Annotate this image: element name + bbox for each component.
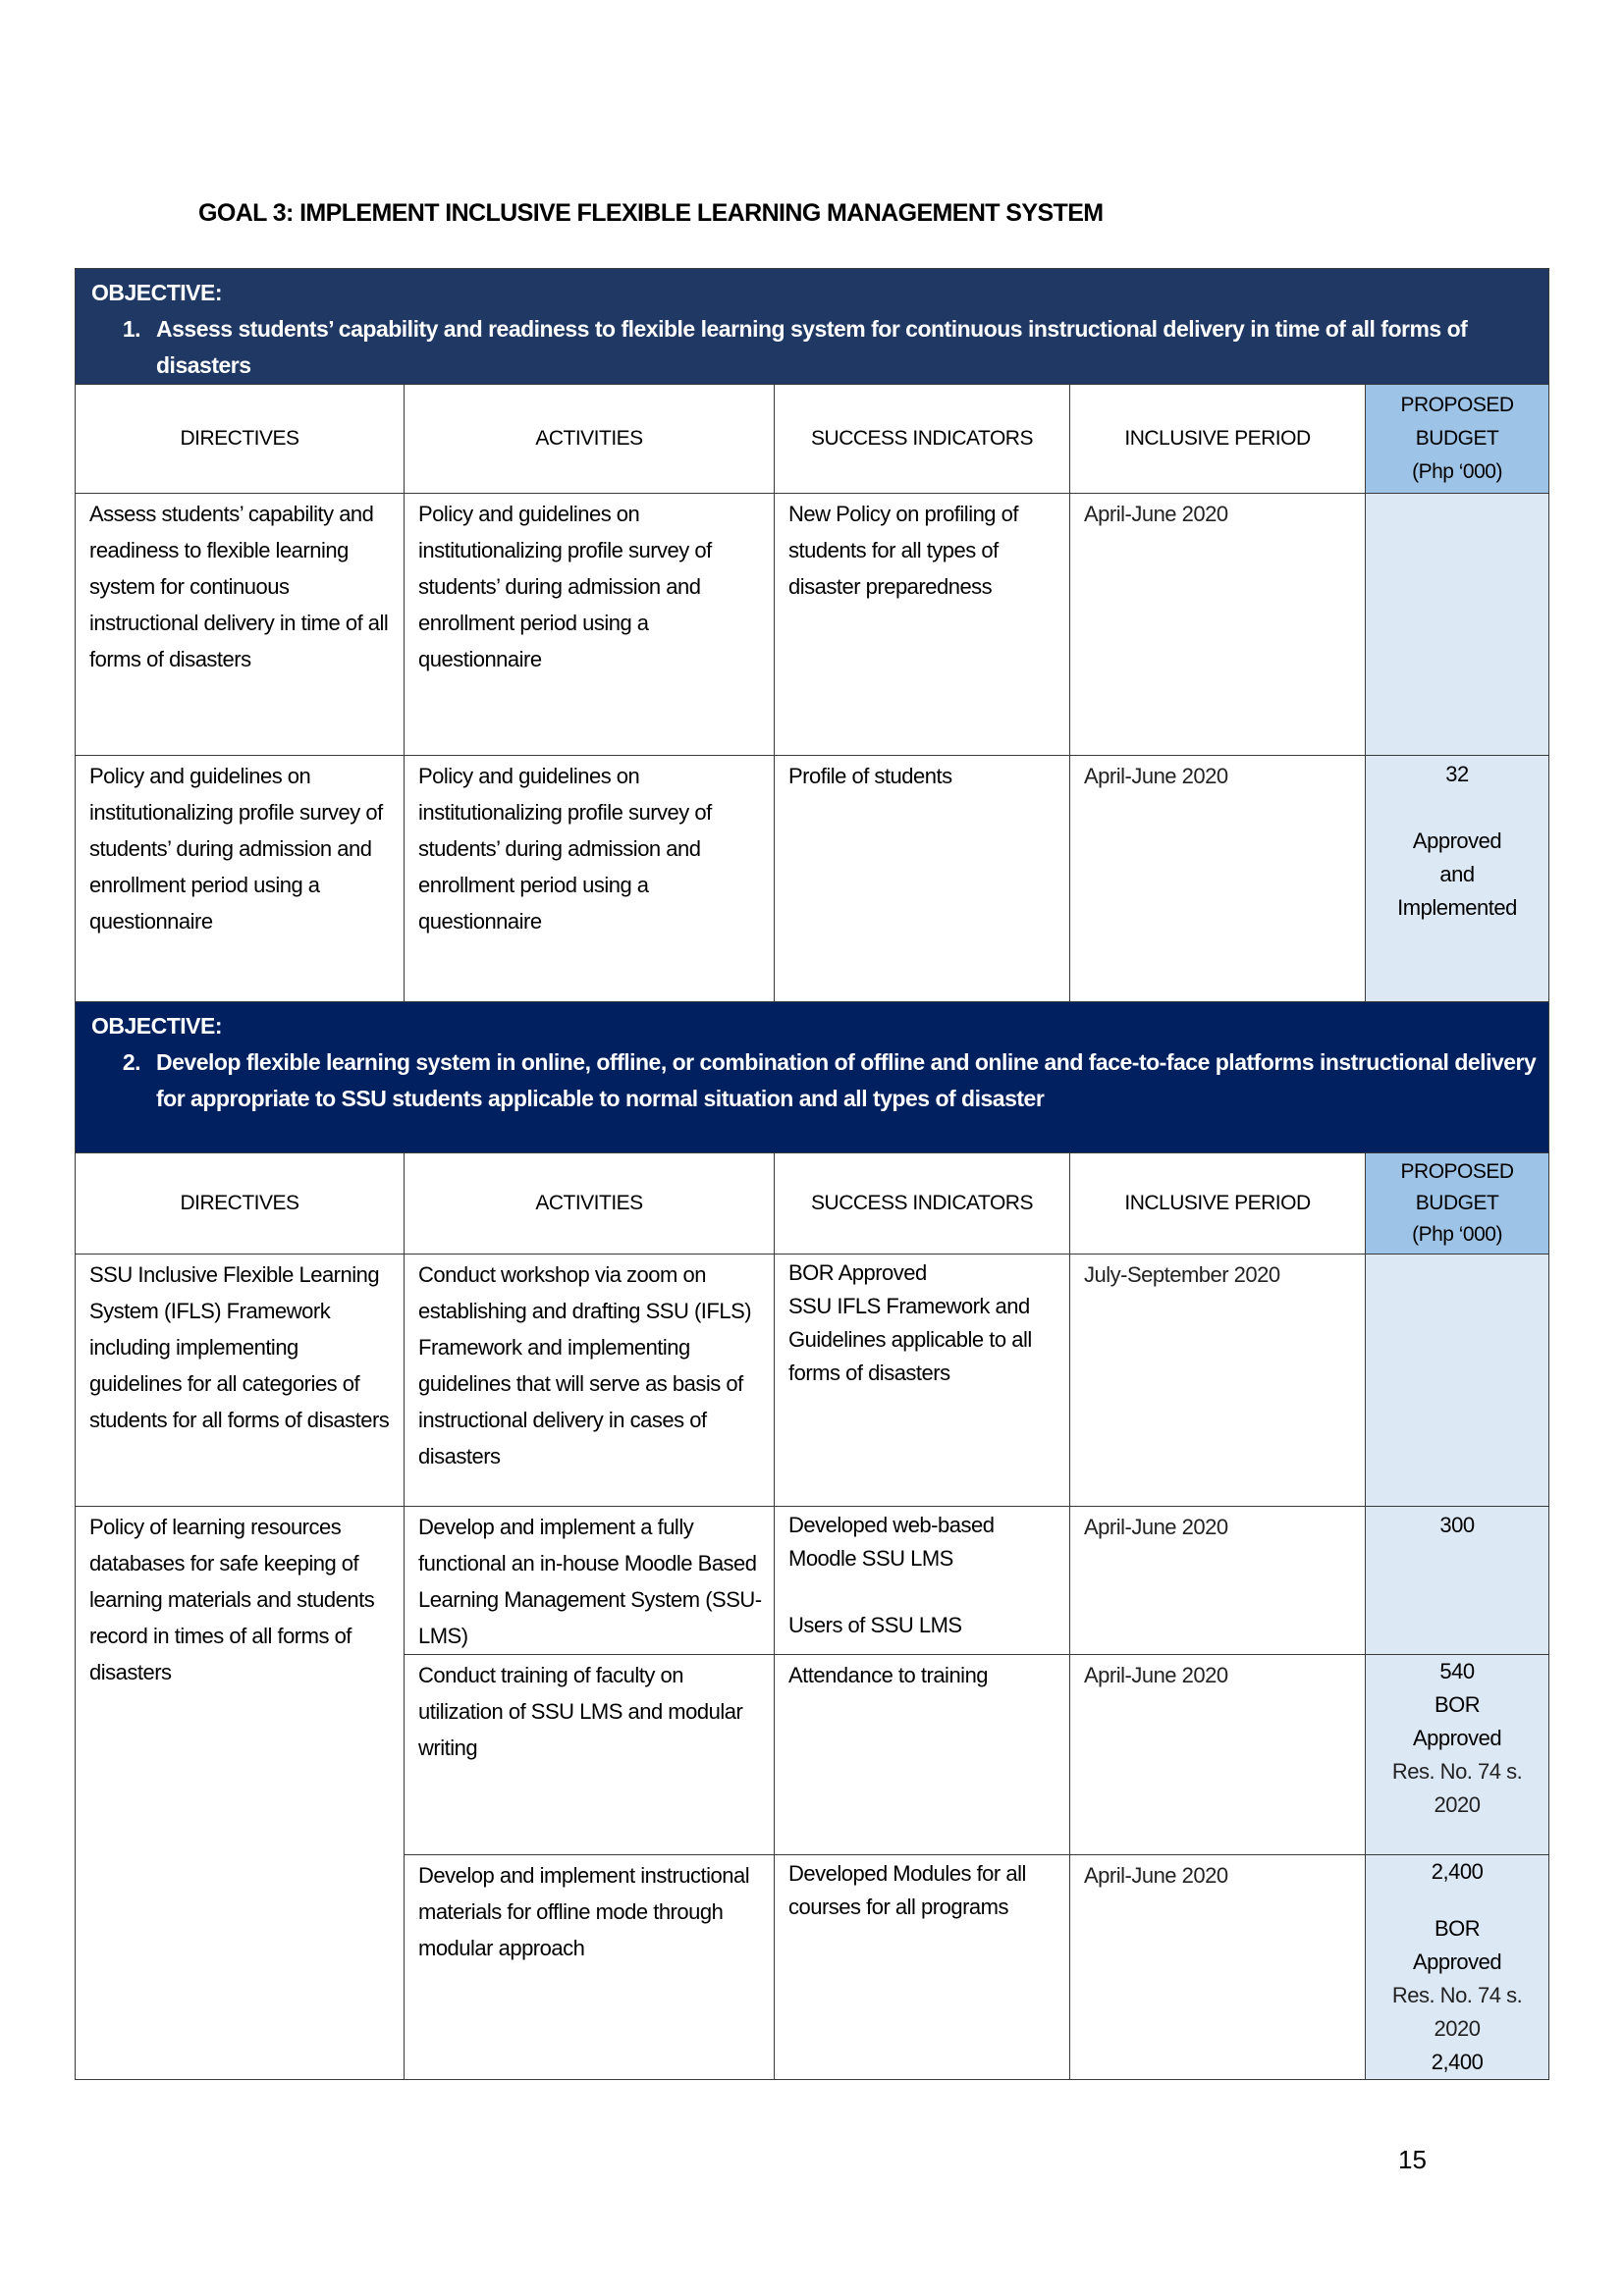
goal-title: GOAL 3: IMPLEMENT INCLUSIVE FLEXIBLE LEARNING MANAGEMENT SYSTEM (198, 199, 1104, 227)
header-proposed-budget (1366, 1153, 1549, 1255)
indicator-cell (775, 1507, 1070, 1655)
budget-header-line: BUDGET (1415, 1192, 1499, 1214)
indicator-line: Developed web-based Moodle SSU LMS (788, 1513, 995, 1571)
header-inclusive-period: INCLUSIVE PERIOD (1070, 1153, 1366, 1255)
header-directives: DIRECTIVES (76, 1153, 405, 1255)
column-header-row (76, 1153, 1549, 1255)
header-success-indicators: SUCCESS INDICATORS (775, 385, 1070, 494)
header-success-indicators: SUCCESS INDICATORS (775, 1153, 1070, 1255)
budget-cell (1366, 1655, 1549, 1855)
activity-cell: Develop and implement a fully functional an in-house Moodle Based Learning Management System (SSU-LMS) (405, 1507, 775, 1655)
objective-2-band (76, 1002, 1549, 1153)
header-proposed-budget (1366, 385, 1549, 494)
budget-note: Res. No. 74 s. (1391, 1759, 1523, 1784)
period-cell: April-June 2020 (1070, 494, 1366, 756)
activity-cell: Policy and guidelines on institutionalizing profile survey of students’ during admission and enrollment period using a questionnaire (405, 494, 775, 756)
table-row (76, 494, 1549, 756)
budget-note: Res. No. 74 s. (1391, 1983, 1523, 2007)
page-number: 15 (1398, 2145, 1427, 2174)
header-inclusive-period: INCLUSIVE PERIOD (1070, 385, 1366, 494)
header-directives: DIRECTIVES (76, 385, 405, 494)
budget-header-line: PROPOSED (1400, 394, 1514, 416)
budget-total: 2,400 (1431, 2050, 1484, 2074)
budget-cell: 300 (1366, 1507, 1549, 1655)
budget-note: 2020 (1434, 1792, 1481, 1817)
indicator-cell (775, 1255, 1070, 1507)
activity-cell: Policy and guidelines on institutionalizing profile survey of students’ during admission and enrollment period using a questionnaire (405, 756, 775, 1003)
budget-header-line: PROPOSED (1400, 1160, 1514, 1183)
objective-label: OBJECTIVE: (91, 280, 223, 305)
directive-cell: SSU Inclusive Flexible Learning System (IFLS) Framework including implementing guidelines for all categories of students for all forms of disasters (76, 1255, 405, 1507)
directive-cell: Policy of learning resources databases for safe keeping of learning materials and students record in times of all forms of disasters (76, 1507, 405, 2080)
budget-amount: 32 (1445, 762, 1469, 786)
objective-text: Assess students’ capability and readiness to flexible learning system for continuous instructional delivery in time of all forms of disasters (156, 316, 1468, 378)
budget-amount: 540 (1439, 1659, 1475, 1683)
objective-number: 2. (122, 1049, 140, 1075)
budget-header-line: (Php ‘000) (1412, 460, 1502, 483)
budget-cell (1366, 494, 1549, 756)
budget-cell (1366, 1855, 1549, 2080)
table-row (76, 756, 1549, 1003)
objective-number: 1. (122, 316, 140, 342)
objective-1-band (76, 269, 1549, 385)
table-row (76, 1507, 1549, 1655)
budget-note: Implemented (1397, 895, 1517, 920)
directive-cell: Policy and guidelines on institutionalizing profile survey of students’ during admission and enrollment period using a questionnaire (76, 756, 405, 1003)
column-header-row (76, 385, 1549, 494)
period-cell: April-June 2020 (1070, 1855, 1366, 2080)
budget-cell (1366, 1255, 1549, 1507)
header-activities: ACTIVITIES (405, 385, 775, 494)
indicator-cell: New Policy on profiling of students for all types of disaster preparedness (775, 494, 1070, 756)
indicator-line: BOR Approved (788, 1260, 927, 1285)
indicator-cell: Profile of students (775, 756, 1070, 1003)
activity-cell: Develop and implement instructional materials for offline mode through modular approach (405, 1855, 775, 2080)
period-cell: April-June 2020 (1070, 1655, 1366, 1855)
budget-note: BOR (1434, 1692, 1481, 1717)
objective-2-table (75, 1001, 1549, 2080)
activity-cell: Conduct workshop via zoom on establishing and drafting SSU (IFLS) Framework and implementing guidelines that will serve as basis of instructional delivery in cases of disasters (405, 1255, 775, 1507)
header-activities: ACTIVITIES (405, 1153, 775, 1255)
activity-cell: Conduct training of faculty on utilization of SSU LMS and modular writing (405, 1655, 775, 1855)
budget-note: BOR (1434, 1916, 1481, 1941)
objective-1-table (75, 268, 1549, 1003)
indicator-cell: Developed Modules for all courses for all programs (775, 1855, 1070, 2080)
table-row (76, 1255, 1549, 1507)
period-cell: April-June 2020 (1070, 756, 1366, 1003)
directive-cell: Assess students’ capability and readiness to flexible learning system for continuous instructional delivery in time of all forms of disasters (76, 494, 405, 756)
budget-note: Approved (1412, 1949, 1502, 1974)
budget-note: Approved (1412, 828, 1502, 853)
objective-text: Develop flexible learning system in online, offline, or combination of offline and online and face-to-face platforms instructional delivery for appropriate to SSU students applicable to normal situation and all types of disaster (156, 1049, 1537, 1111)
budget-amount: 2,400 (1431, 1859, 1484, 1884)
budget-header-line: BUDGET (1415, 427, 1499, 450)
indicator-line: SSU IFLS Framework and Guidelines applicable to all forms of disasters (788, 1294, 1032, 1385)
objective-label: OBJECTIVE: (91, 1013, 223, 1039)
budget-cell (1366, 756, 1549, 1003)
indicator-line: Users of SSU LMS (788, 1613, 962, 1637)
budget-header-line: (Php ‘000) (1412, 1223, 1502, 1246)
indicator-cell: Attendance to training (775, 1655, 1070, 1855)
budget-note: and (1439, 862, 1475, 886)
budget-note: 2020 (1434, 2016, 1481, 2041)
period-cell: April-June 2020 (1070, 1507, 1366, 1655)
budget-note: Approved (1412, 1726, 1502, 1750)
period-cell: July-September 2020 (1070, 1255, 1366, 1507)
